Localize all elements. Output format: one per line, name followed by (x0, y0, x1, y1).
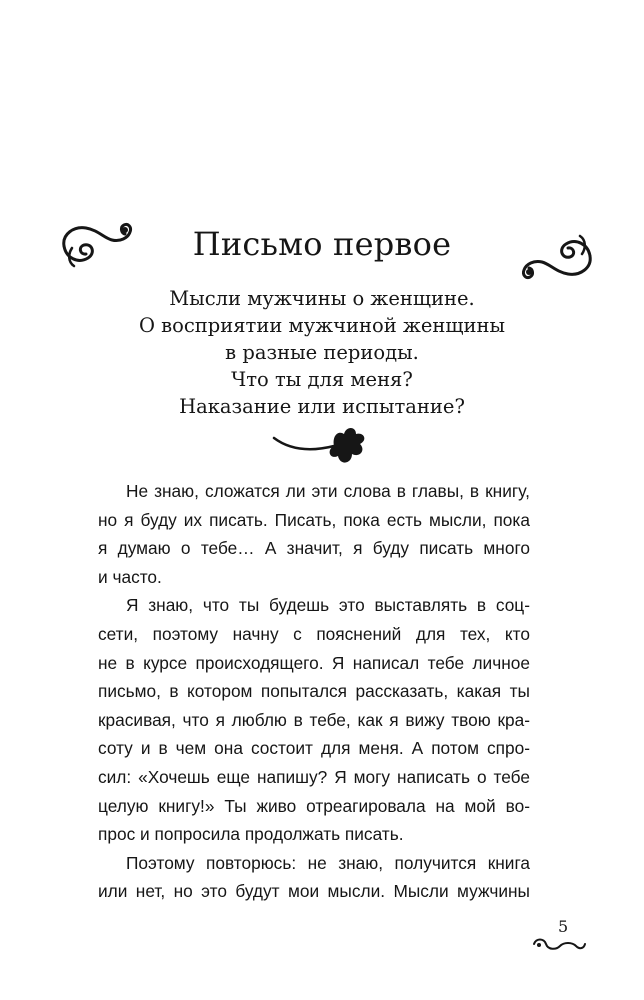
text-line: письмо, в котором попытался рассказать, какая ты (98, 681, 530, 702)
text-line: Поэтому повторюсь: не знаю, получится книга (126, 852, 530, 873)
paragraph (98, 477, 530, 591)
text-line: я думаю о тебе… А значит, я буду писать много (98, 538, 530, 559)
text-line: или нет, но это будут мои мысли. Мысли мужчины (98, 881, 530, 902)
chapter-title: Письмо первое (192, 225, 452, 263)
subtitle-line: О восприятии мужчиной женщины (138, 314, 506, 337)
subtitle-line: в разные периоды. (225, 341, 419, 364)
paragraph (98, 591, 530, 848)
text-line: сил: «Хочешь еще напишу? Я могу написать о тебе (98, 766, 530, 787)
text-line: Не знаю, сложатся ли эти слова в главы, в книгу, (126, 481, 530, 501)
page-number-swirl-icon (530, 936, 588, 956)
text-line: соту и в чем она состоит для меня. А потом спро- (98, 738, 530, 759)
page-number: 5 (558, 917, 569, 936)
text-line: не в курсе происходящего. Я написал тебе личное (98, 652, 530, 673)
paragraph (98, 849, 530, 906)
text-line: красивая, что я люблю в тебе, как я вижу твою кра- (98, 709, 530, 730)
body-text (98, 477, 530, 906)
text-line: но я буду их писать. Писать, пока есть мысли, пока (98, 509, 530, 530)
flower-branch-icon (272, 424, 372, 468)
text-line: прос и попросила продолжать писать. (98, 824, 404, 845)
text-line: целую книгу!» Ты живо отреагировала на мой во- (98, 795, 530, 816)
text-line: Я знаю, что ты будешь это выставлять в соц- (126, 595, 530, 616)
subtitle-line: Наказание или испытание? (179, 395, 465, 418)
chapter-subtitle (0, 285, 644, 420)
subtitle-line: Мысли мужчины о женщине. (169, 287, 475, 310)
swirl-ornament-right-icon (514, 230, 596, 292)
text-line: и часто. (98, 566, 162, 587)
subtitle-line: Что ты для меня? (231, 368, 413, 391)
text-line: сети, поэтому начну с пояснений для тех, кто (98, 623, 530, 644)
